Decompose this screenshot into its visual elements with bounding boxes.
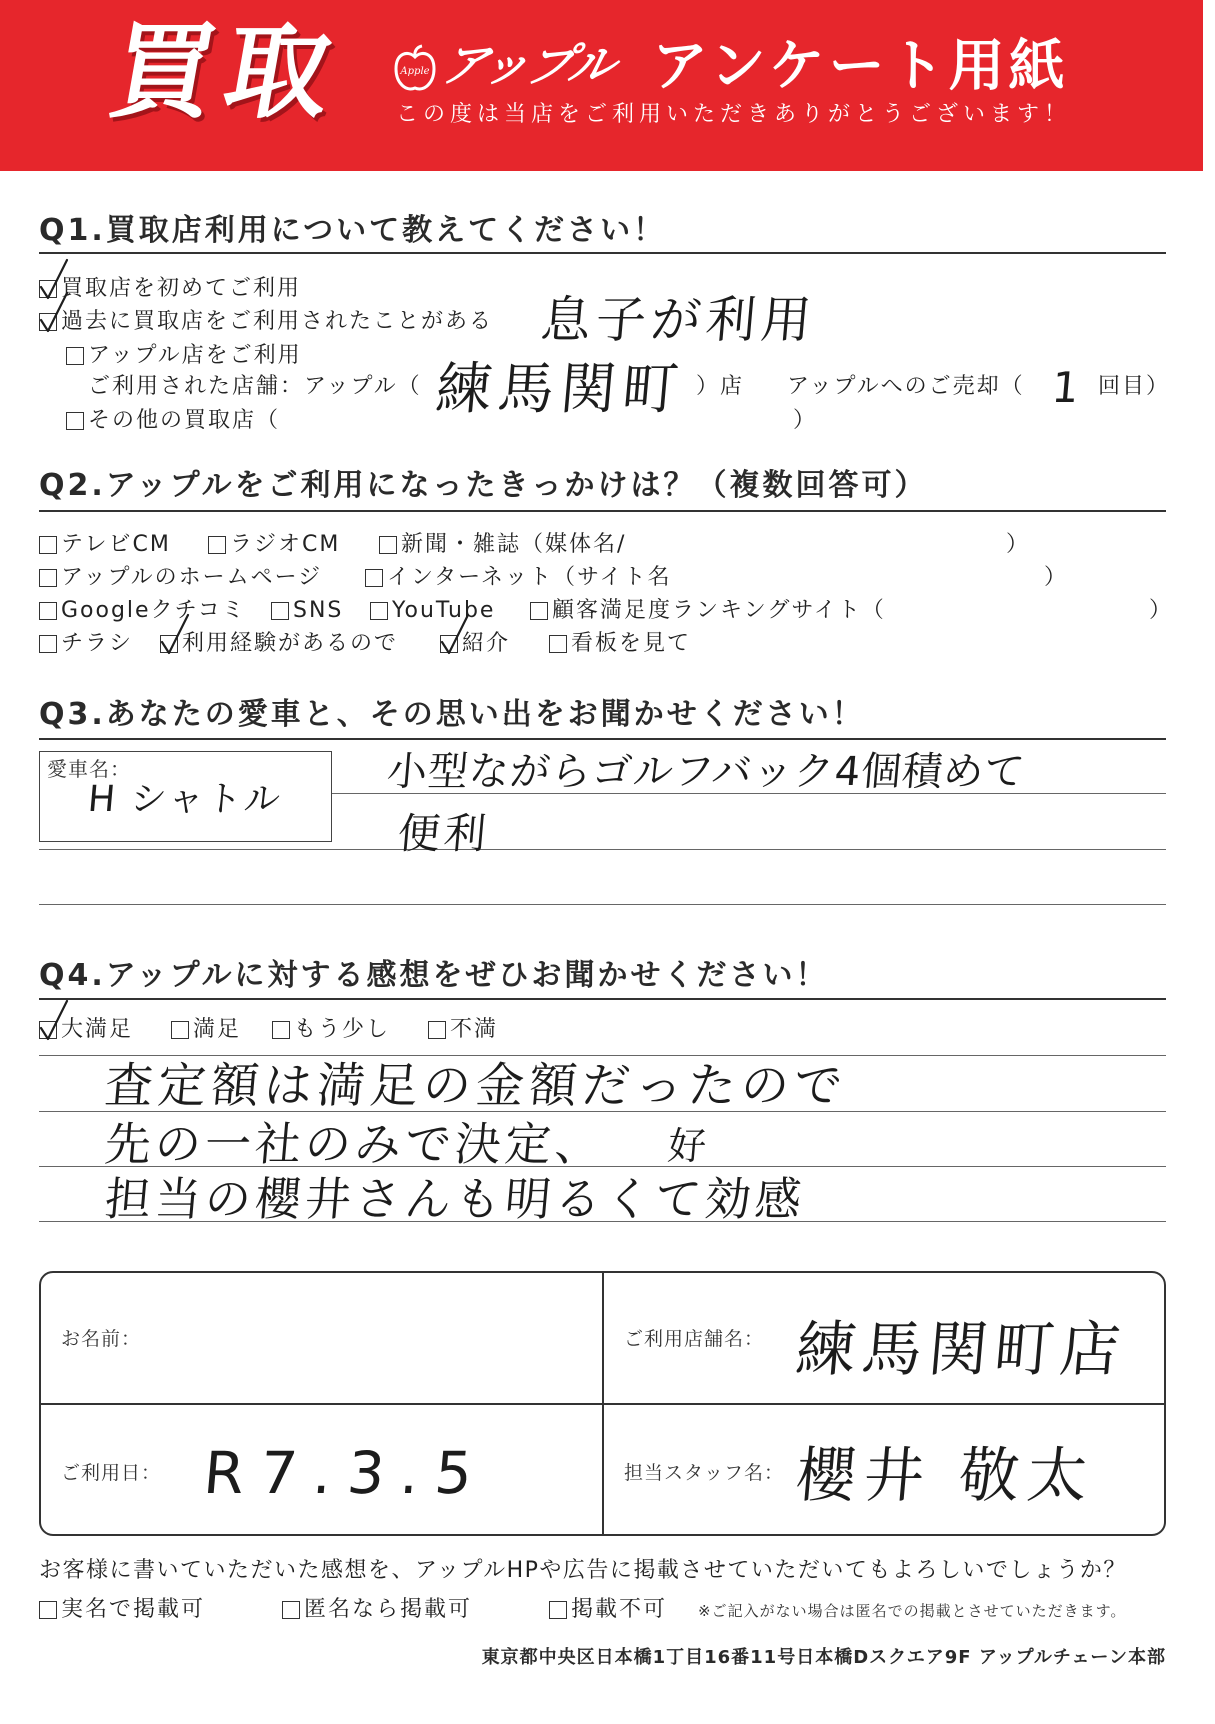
rating-very-satisfied[interactable] — [39, 1017, 133, 1043]
store-field[interactable]: 練馬関町店 — [792, 1315, 1130, 1385]
option-label: 匿名なら掲載可 — [304, 1597, 473, 1622]
memo-line — [39, 849, 1166, 850]
footer-address: 東京都中央区日本橋1丁目16番11号日本橋Dスクエア9F アップルチェーン本部 — [481, 1647, 1166, 1668]
option-label: 満足 — [193, 1017, 242, 1042]
sale-prefix-label: アップルへのご売却（ — [787, 374, 1025, 399]
checkbox[interactable] — [39, 1601, 57, 1619]
customer-name-field[interactable] — [150, 1300, 590, 1390]
checkbox[interactable] — [549, 1601, 567, 1619]
checkbox[interactable] — [39, 602, 57, 620]
checkbox[interactable] — [208, 536, 226, 554]
option-label: 新聞・雑誌（媒体名/ — [401, 532, 627, 557]
checkbox[interactable] — [66, 412, 84, 430]
rating-satisfied[interactable] — [171, 1017, 241, 1043]
option-label: 顧客満足度ランキングサイト（ — [552, 598, 886, 623]
option-label: 看板を見て — [571, 631, 692, 656]
kaitori-badge: 買取 — [101, 11, 351, 133]
option-label: YouTube — [392, 598, 496, 623]
checkbox[interactable] — [365, 569, 383, 587]
brand-name: アップル — [436, 38, 619, 92]
option-label: ラジオCM — [230, 532, 341, 557]
q4-heading: Q4.アップルに対する感想をぜひお聞かせください！ — [39, 958, 829, 993]
option-label: 実名で掲載可 — [61, 1597, 206, 1622]
close-paren: ） — [1149, 598, 1174, 623]
option-label: その他の買取店（ — [88, 408, 281, 433]
date-label: ご利用日： — [61, 1462, 162, 1484]
option-label: チラシ — [61, 631, 134, 656]
check-mark-icon — [440, 612, 470, 656]
q4-divider — [39, 998, 1166, 1000]
checkbox[interactable] — [39, 635, 57, 653]
option-label: 不満 — [450, 1017, 499, 1042]
checkbox[interactable] — [171, 1021, 189, 1039]
checkbox[interactable] — [39, 536, 57, 554]
option-radio-cm[interactable] — [208, 532, 340, 558]
page-subtitle: この度は当店をご利用いただきありがとうございます！ — [396, 102, 1072, 127]
store-suffix-label: ）店 — [696, 374, 745, 399]
q2-divider — [39, 510, 1166, 512]
option-first-time[interactable] — [39, 276, 301, 302]
checkbox[interactable] — [379, 536, 397, 554]
info-divider-horizontal — [39, 1403, 1166, 1405]
car-name-label: 愛車名： — [47, 757, 131, 781]
publish-anonymous[interactable] — [282, 1597, 472, 1623]
option-apple-store[interactable] — [66, 343, 302, 369]
option-label: 大満足 — [61, 1017, 134, 1042]
checkbox[interactable] — [66, 347, 84, 365]
publish-real-name[interactable] — [39, 1597, 205, 1623]
page-title: アンケート用紙 — [652, 34, 1069, 99]
option-label: 紹介 — [462, 631, 511, 656]
option-label: 利用経験があるので — [182, 631, 399, 656]
check-mark-icon — [39, 290, 69, 334]
sale-count-field[interactable]: 1 — [1049, 363, 1081, 412]
option-label: もう少し — [294, 1017, 391, 1042]
memory-line-2[interactable]: 便利 — [395, 809, 493, 858]
other-store-close: ） — [793, 408, 818, 433]
q1-divider — [39, 252, 1166, 254]
option-sns[interactable] — [271, 598, 343, 624]
used-before-note[interactable]: 息子が利用 — [538, 291, 819, 349]
publish-note: ※ご記入がない場合は匿名での掲載とさせていただきます。 — [698, 1602, 1127, 1620]
option-label: 掲載不可 — [571, 1597, 668, 1622]
car-name-field[interactable]: H シャトル — [86, 779, 284, 820]
checkbox[interactable] — [271, 602, 289, 620]
option-label: SNS — [293, 598, 344, 623]
sale-suffix-label: 回目） — [1098, 374, 1171, 399]
check-mark-icon — [160, 612, 190, 656]
comment-line-3[interactable]: 担当の櫻井さんも明るくて効感 — [102, 1172, 808, 1226]
q2-heading: Q2.アップルをご利用になったきっかけは？（複数回答可） — [39, 468, 928, 503]
date-field[interactable]: R7.3.5 — [201, 1439, 491, 1507]
comment-line — [39, 1055, 1166, 1056]
checkbox[interactable] — [428, 1021, 446, 1039]
option-prior-experience[interactable] — [160, 631, 398, 657]
q1-heading: Q1.買取店利用について教えてください！ — [39, 213, 667, 248]
option-tv-cm[interactable] — [39, 532, 171, 558]
option-flyer[interactable] — [39, 631, 133, 657]
option-signboard[interactable] — [549, 631, 691, 657]
apple-logo-icon — [392, 44, 438, 94]
rating-almost[interactable] — [272, 1017, 390, 1043]
store-name-field[interactable]: 練馬関町 — [433, 357, 687, 422]
store-label: ご利用店舗名： — [624, 1328, 765, 1350]
memory-line-1[interactable]: 小型ながらゴルフバック4個積めて — [384, 749, 1028, 795]
checkbox[interactable] — [370, 602, 388, 620]
q3-heading: Q3.あなたの愛車と、その思い出をお聞かせください！ — [39, 697, 865, 732]
comment-line-2[interactable]: 先の一社のみで決定、 — [102, 1117, 608, 1171]
name-label: お名前： — [61, 1328, 142, 1350]
checkbox[interactable] — [39, 1021, 57, 1039]
option-label: インターネット（サイト名 — [387, 565, 672, 590]
close-paren: ） — [1006, 532, 1031, 557]
check-mark-icon — [39, 998, 69, 1042]
comment-insert[interactable]: 好 — [666, 1124, 708, 1168]
option-internet[interactable] — [365, 565, 671, 591]
rating-dissatisfied[interactable] — [428, 1017, 498, 1043]
checkbox[interactable] — [440, 635, 458, 653]
option-label: アップル店をご利用 — [88, 343, 302, 368]
q3-divider — [39, 738, 1166, 740]
option-newspaper[interactable] — [379, 532, 626, 558]
staff-field[interactable]: 櫻井 敬太 — [792, 1441, 1099, 1511]
checkbox[interactable] — [39, 313, 57, 331]
option-other-store[interactable] — [66, 408, 280, 434]
checkbox[interactable] — [39, 569, 57, 587]
option-ranking-site[interactable] — [530, 598, 886, 624]
publish-question: お客様に書いていただいた感想を、アップルHPや広告に掲載させていただいてもよろしいでしょうか？ — [39, 1558, 1127, 1583]
memo-line — [39, 904, 1166, 905]
checkbox[interactable] — [160, 635, 178, 653]
option-label: 買取店を初めてご利用 — [61, 276, 302, 301]
apple-logo-text: Apple — [400, 66, 430, 77]
option-label: 過去に買取店をご利用されたことがある — [61, 309, 494, 334]
publish-not-allowed[interactable] — [549, 1597, 667, 1623]
option-google-reviews[interactable] — [39, 598, 246, 624]
option-label: Googleクチコミ — [61, 598, 246, 623]
close-paren: ） — [1044, 565, 1069, 590]
option-referral[interactable] — [440, 631, 510, 657]
option-label: アップルのホームページ — [61, 565, 323, 590]
store-prefix-label: ご利用された店舗：アップル（ — [88, 374, 422, 399]
checkbox[interactable] — [282, 1601, 300, 1619]
comment-line-1[interactable]: 査定額は満足の金額だったので — [102, 1058, 850, 1114]
checkbox[interactable] — [549, 635, 567, 653]
option-label: テレビCM — [61, 532, 171, 557]
checkbox[interactable] — [530, 602, 548, 620]
option-used-before[interactable] — [39, 309, 493, 335]
option-youtube[interactable] — [370, 598, 495, 624]
checkbox[interactable] — [272, 1021, 290, 1039]
staff-label: 担当スタッフ名： — [624, 1462, 785, 1484]
option-homepage[interactable] — [39, 565, 322, 591]
